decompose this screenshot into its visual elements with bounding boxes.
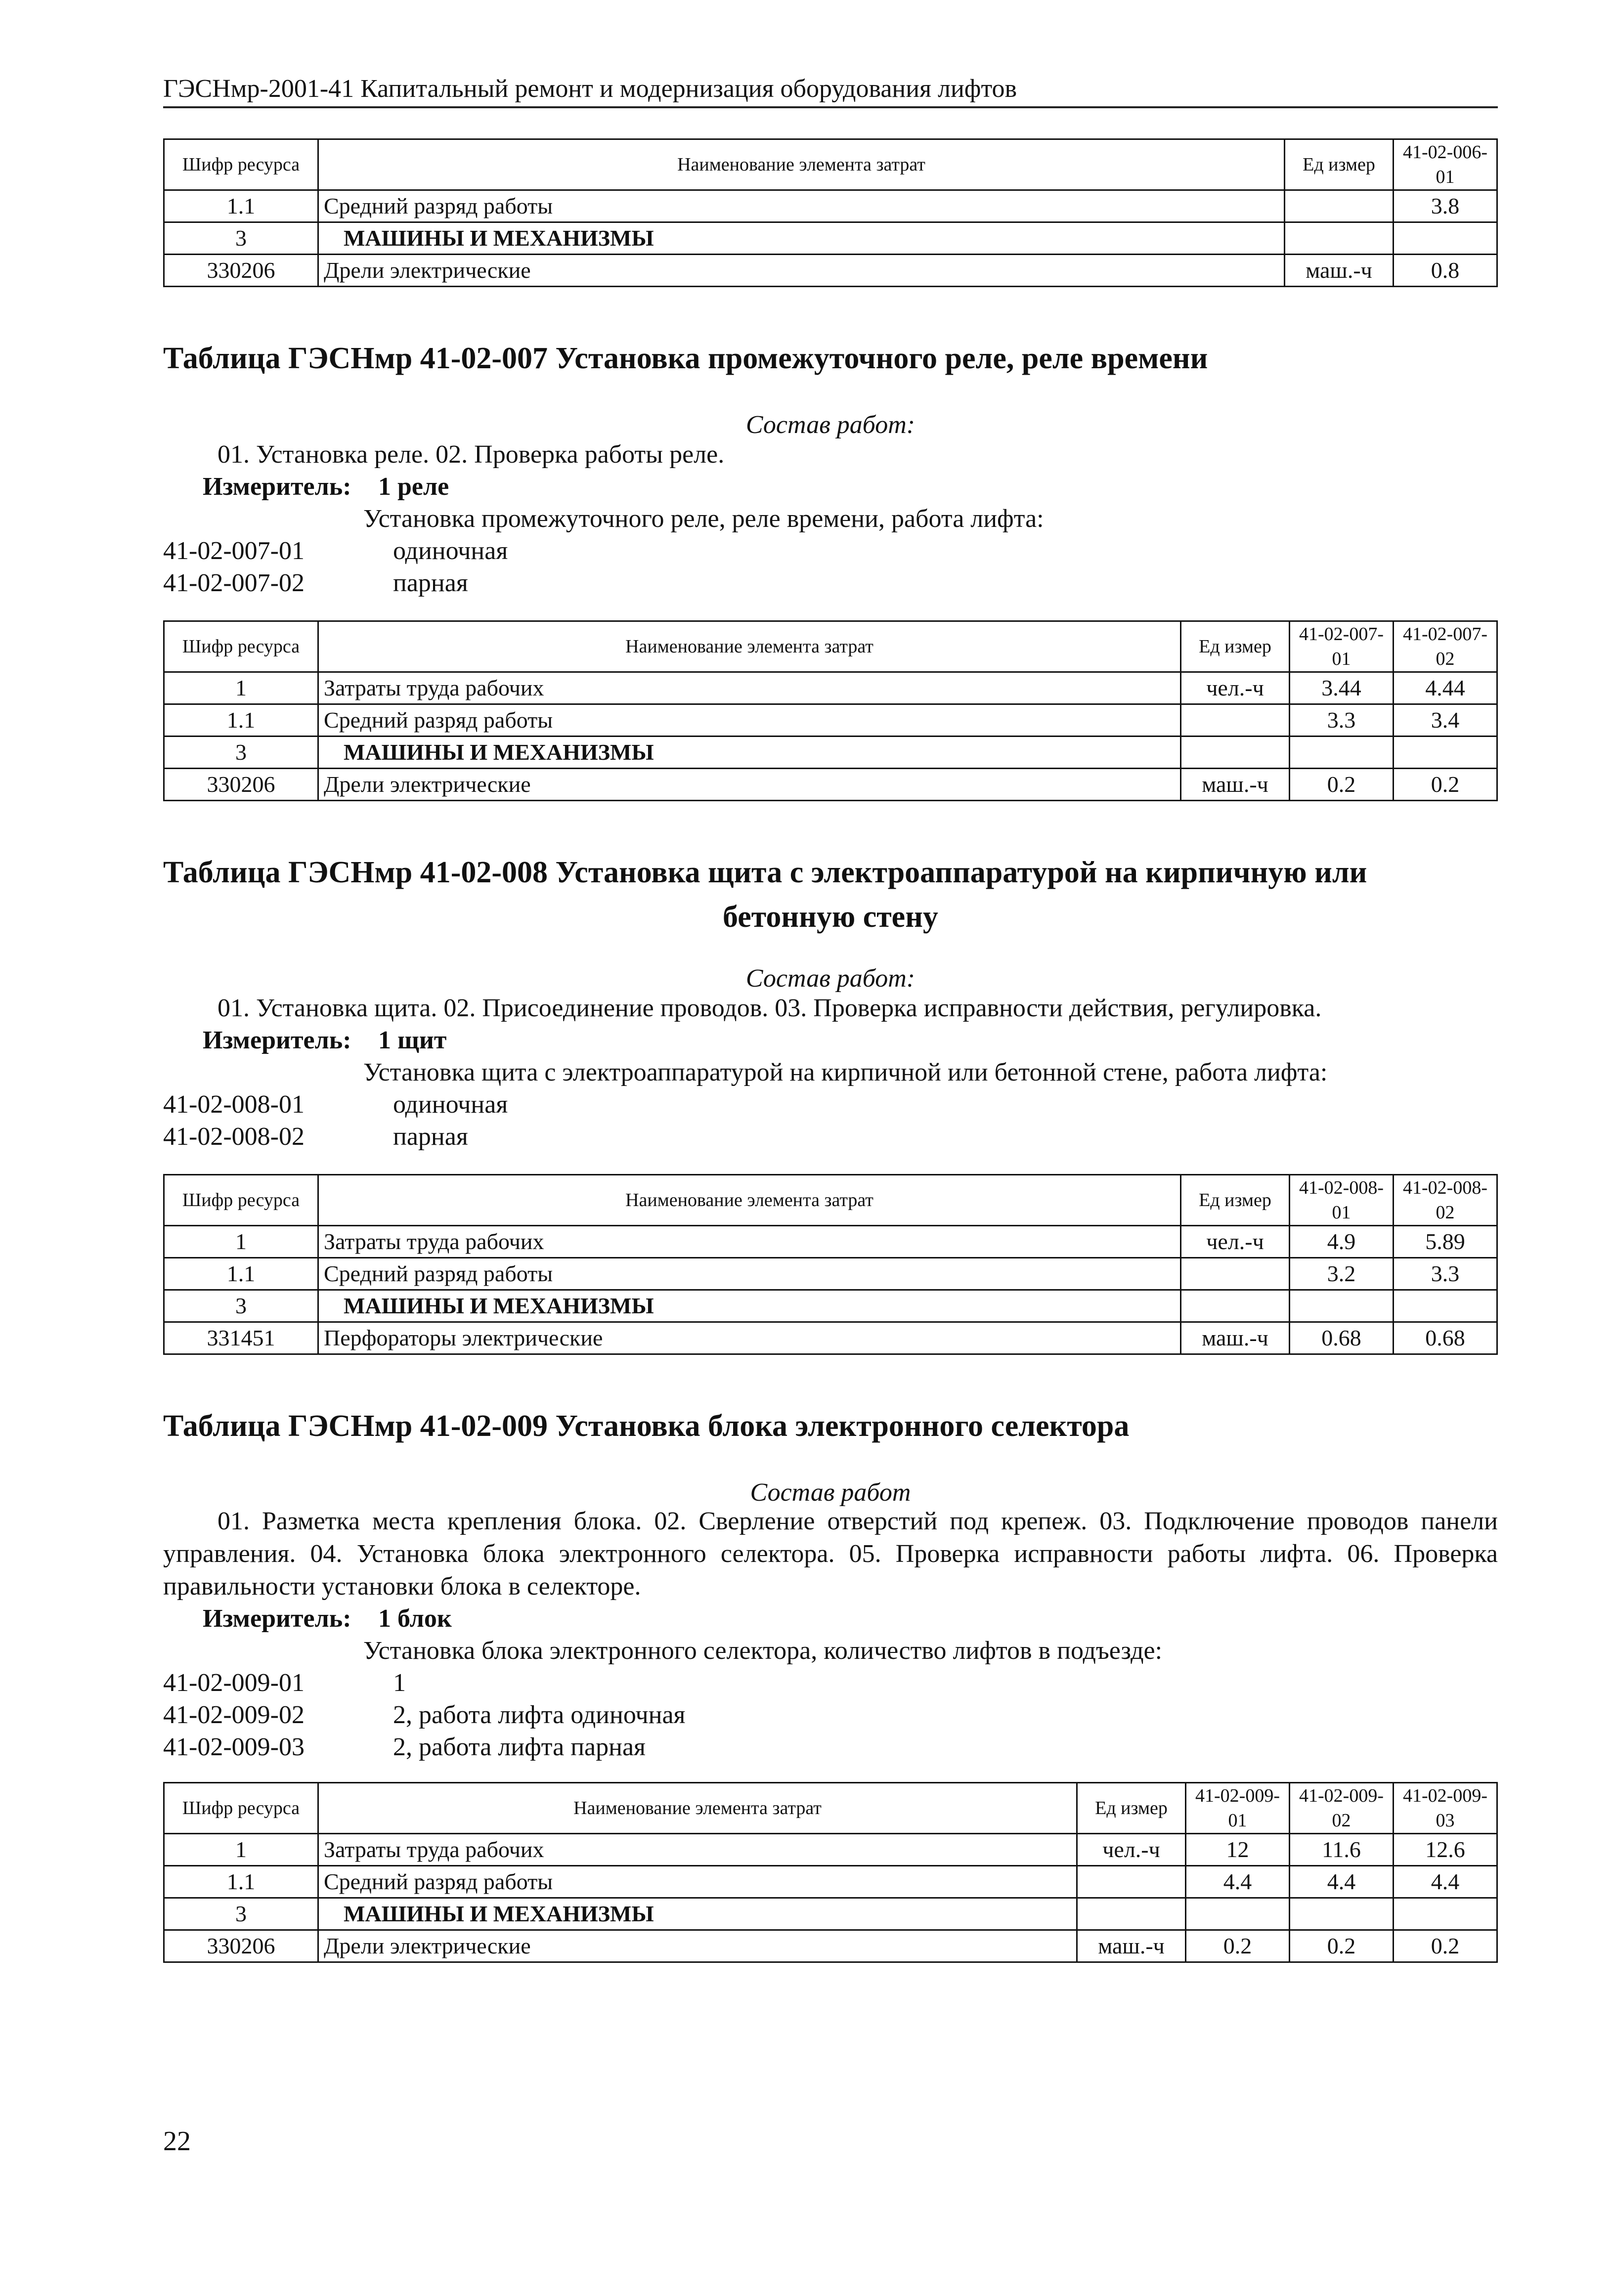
- norm-value-cell: 12: [1186, 1834, 1290, 1866]
- meter-label: Измеритель:: [203, 473, 351, 501]
- unit-cell: [1285, 190, 1394, 222]
- table-row: [164, 222, 1497, 255]
- resource-code-cell: 1.1: [164, 190, 318, 222]
- meter-value: 1 блок: [378, 1604, 452, 1633]
- running-header: ГЭСНмр-2001-41 Капитальный ремонт и модернизация оборудования лифтов: [163, 74, 1498, 108]
- item-text: 1: [393, 1669, 406, 1697]
- composition-text: 01. Установка реле. 02. Проверка работы реле.: [218, 440, 725, 469]
- cost-element-cell: МАШИНЫ И МЕХАНИЗМЫ: [318, 1898, 1077, 1930]
- table-row: [164, 1226, 1497, 1258]
- norm-value-cell: 4.4: [1186, 1866, 1290, 1898]
- resource-code-cell: 1: [164, 672, 318, 704]
- col-norm-header: 41-02-008-02: [1394, 1175, 1497, 1226]
- norm-value-cell: 0.2: [1290, 1930, 1394, 1962]
- composition-label: Состав работ:: [745, 411, 915, 439]
- composition-label: Состав работ: [750, 1478, 911, 1507]
- intro-text: Установка промежуточного реле, реле времени, работа лифта:: [363, 505, 1044, 533]
- col-unit-header: Ед измер: [1285, 139, 1394, 190]
- resource-code-cell: 3: [164, 1898, 318, 1930]
- norm-value-cell: [1186, 1898, 1290, 1930]
- norm-value-cell: 3.8: [1394, 190, 1497, 222]
- section-title: [163, 850, 1498, 939]
- table-row: [164, 1322, 1497, 1354]
- table-row: [164, 769, 1497, 801]
- unit-cell: маш.-ч: [1077, 1930, 1186, 1962]
- table-41-02-007: [163, 620, 1498, 801]
- unit-cell: [1285, 222, 1394, 255]
- resource-code-cell: 330206: [164, 769, 318, 801]
- norm-value-cell: 0.68: [1394, 1322, 1497, 1354]
- table-41-02-006: [163, 138, 1498, 287]
- resource-code-cell: 1.1: [164, 1258, 318, 1290]
- unit-cell: [1181, 1258, 1290, 1290]
- section-title-line2: бетонную стену: [723, 900, 938, 934]
- item-code: 41-02-007-02: [163, 569, 305, 597]
- composition-text: 01. Разметка места крепления блока. 02. Сверление отверстий под крепеж. 03. Подключение проводов панели управления. 04. Установка блока электронного селектора. 05. Проверка исправности работы лифта. 06. Проверка правильности установки блока в селекторе.: [163, 1507, 1498, 1601]
- table-row: [164, 1898, 1497, 1930]
- table-41-02-008: [163, 1174, 1498, 1355]
- table-row: [164, 1258, 1497, 1290]
- cost-element-cell: Средний разряд работы: [318, 190, 1285, 222]
- col-norm-header: 41-02-009-01: [1186, 1783, 1290, 1834]
- norm-value-cell: 4.44: [1394, 672, 1497, 704]
- col-name-header: Наименование элемента затрат: [318, 1783, 1077, 1834]
- unit-cell: [1181, 736, 1290, 769]
- item-code: 41-02-008-02: [163, 1123, 305, 1151]
- resource-code-cell: 3: [164, 736, 318, 769]
- table-row: [164, 1834, 1497, 1866]
- col-norm-header: 41-02-008-01: [1290, 1175, 1394, 1226]
- norm-value-cell: [1394, 1898, 1497, 1930]
- unit-cell: маш.-ч: [1285, 255, 1394, 287]
- col-unit-header: Ед измер: [1181, 1175, 1290, 1226]
- col-norm-header: 41-02-007-01: [1290, 621, 1394, 672]
- norm-value-cell: 4.9: [1290, 1226, 1394, 1258]
- col-norm-header: 41-02-006-01: [1394, 139, 1497, 190]
- norm-value-cell: 3.3: [1394, 1258, 1497, 1290]
- section-title: Таблица ГЭСНмр 41-02-009 Установка блока электронного селектора: [163, 1409, 1130, 1443]
- col-code-header: Шифр ресурса: [164, 621, 318, 672]
- norm-value-cell: 0.8: [1394, 255, 1497, 287]
- cost-element-cell: Дрели электрические: [318, 255, 1285, 287]
- norm-value-cell: [1394, 222, 1497, 255]
- norm-value-cell: 3.3: [1290, 704, 1394, 736]
- section-title-line1: Таблица ГЭСНмр 41-02-008 Установка щита с электроаппаратурой на кирпичную или: [163, 856, 1367, 889]
- norm-value-cell: 3.44: [1290, 672, 1394, 704]
- norm-value-cell: 12.6: [1394, 1834, 1497, 1866]
- cost-element-cell: МАШИНЫ И МЕХАНИЗМЫ: [318, 736, 1181, 769]
- cost-element-cell: Средний разряд работы: [318, 704, 1181, 736]
- unit-cell: чел.-ч: [1181, 1226, 1290, 1258]
- cost-element-cell: МАШИНЫ И МЕХАНИЗМЫ: [318, 222, 1285, 255]
- table-row: [164, 255, 1497, 287]
- table-row: [164, 1290, 1497, 1322]
- resource-code-cell: 3: [164, 222, 318, 255]
- resource-code-cell: 1.1: [164, 704, 318, 736]
- unit-cell: [1181, 1290, 1290, 1322]
- intro-text: Установка щита с электроаппаратурой на кирпичной или бетонной стене, работа лифта:: [363, 1058, 1328, 1086]
- meter-label: Измеритель:: [203, 1026, 351, 1054]
- item-text: парная: [393, 569, 468, 597]
- unit-cell: чел.-ч: [1077, 1834, 1186, 1866]
- norm-value-cell: [1290, 736, 1394, 769]
- page-number: 22: [163, 2126, 191, 2157]
- unit-cell: [1077, 1866, 1186, 1898]
- item-text: 2, работа лифта одиночная: [393, 1701, 686, 1729]
- resource-code-cell: 331451: [164, 1322, 318, 1354]
- norm-value-cell: [1394, 736, 1497, 769]
- item-code: 41-02-009-01: [163, 1669, 305, 1697]
- unit-cell: [1181, 704, 1290, 736]
- table-row: [164, 672, 1497, 704]
- resource-code-cell: 330206: [164, 1930, 318, 1962]
- cost-element-cell: Средний разряд работы: [318, 1258, 1181, 1290]
- item-text: 2, работа лифта парная: [393, 1733, 646, 1761]
- cost-element-cell: МАШИНЫ И МЕХАНИЗМЫ: [318, 1290, 1181, 1322]
- cost-element-cell: Затраты труда рабочих: [318, 1226, 1181, 1258]
- table-row: [164, 1866, 1497, 1898]
- col-code-header: Шифр ресурса: [164, 1175, 318, 1226]
- col-norm-header: 41-02-007-02: [1394, 621, 1497, 672]
- col-name-header: Наименование элемента затрат: [318, 139, 1285, 190]
- item-code: 41-02-007-01: [163, 537, 305, 565]
- cost-element-cell: Затраты труда рабочих: [318, 672, 1181, 704]
- col-name-header: Наименование элемента затрат: [318, 1175, 1181, 1226]
- resource-code-cell: 1.1: [164, 1866, 318, 1898]
- item-code: 41-02-009-02: [163, 1701, 305, 1729]
- meter-label: Измеритель:: [203, 1604, 351, 1633]
- cost-element-cell: Дрели электрические: [318, 1930, 1077, 1962]
- norm-value-cell: [1290, 1898, 1394, 1930]
- norm-value-cell: 0.2: [1394, 769, 1497, 801]
- table-row: [164, 736, 1497, 769]
- norm-value-cell: 0.2: [1186, 1930, 1290, 1962]
- table-row: [164, 1930, 1497, 1962]
- cost-element-cell: Перфораторы электрические: [318, 1322, 1181, 1354]
- norm-value-cell: [1394, 1290, 1497, 1322]
- col-norm-header: 41-02-009-03: [1394, 1783, 1497, 1834]
- col-unit-header: Ед измер: [1077, 1783, 1186, 1834]
- cost-element-cell: Средний разряд работы: [318, 1866, 1077, 1898]
- norm-value-cell: 4.4: [1290, 1866, 1394, 1898]
- cost-element-cell: Дрели электрические: [318, 769, 1181, 801]
- item-text: парная: [393, 1123, 468, 1151]
- item-text: одиночная: [393, 1090, 508, 1119]
- norm-value-cell: 3.2: [1290, 1258, 1394, 1290]
- norm-value-cell: 5.89: [1394, 1226, 1497, 1258]
- resource-code-cell: 1: [164, 1226, 318, 1258]
- norm-value-cell: 11.6: [1290, 1834, 1394, 1866]
- meter-value: 1 щит: [378, 1026, 447, 1054]
- section-title: Таблица ГЭСНмр 41-02-007 Установка промежуточного реле, реле времени: [163, 342, 1208, 375]
- cost-element-cell: Затраты труда рабочих: [318, 1834, 1077, 1866]
- norm-value-cell: [1290, 1290, 1394, 1322]
- table-row: [164, 704, 1497, 736]
- item-text: одиночная: [393, 537, 508, 565]
- item-code: 41-02-008-01: [163, 1090, 305, 1119]
- composition-label: Состав работ:: [745, 964, 915, 993]
- unit-cell: чел.-ч: [1181, 672, 1290, 704]
- col-code-header: Шифр ресурса: [164, 139, 318, 190]
- resource-code-cell: 3: [164, 1290, 318, 1322]
- intro-text: Установка блока электронного селектора, количество лифтов в подъезде:: [363, 1637, 1163, 1665]
- meter-value: 1 реле: [378, 473, 449, 501]
- unit-cell: маш.-ч: [1181, 769, 1290, 801]
- composition-text: 01. Установка щита. 02. Присоединение проводов. 03. Проверка исправности действия, регулировка.: [218, 994, 1322, 1022]
- resource-code-cell: 1: [164, 1834, 318, 1866]
- norm-value-cell: 3.4: [1394, 704, 1497, 736]
- norm-value-cell: 4.4: [1394, 1866, 1497, 1898]
- unit-cell: [1077, 1898, 1186, 1930]
- item-code: 41-02-009-03: [163, 1733, 305, 1761]
- table-41-02-009: [163, 1782, 1498, 1963]
- col-unit-header: Ед измер: [1181, 621, 1290, 672]
- resource-code-cell: 330206: [164, 255, 318, 287]
- col-code-header: Шифр ресурса: [164, 1783, 318, 1834]
- unit-cell: маш.-ч: [1181, 1322, 1290, 1354]
- table-row: [164, 190, 1497, 222]
- norm-value-cell: 0.68: [1290, 1322, 1394, 1354]
- norm-value-cell: 0.2: [1290, 769, 1394, 801]
- col-name-header: Наименование элемента затрат: [318, 621, 1181, 672]
- norm-value-cell: 0.2: [1394, 1930, 1497, 1962]
- col-norm-header: 41-02-009-02: [1290, 1783, 1394, 1834]
